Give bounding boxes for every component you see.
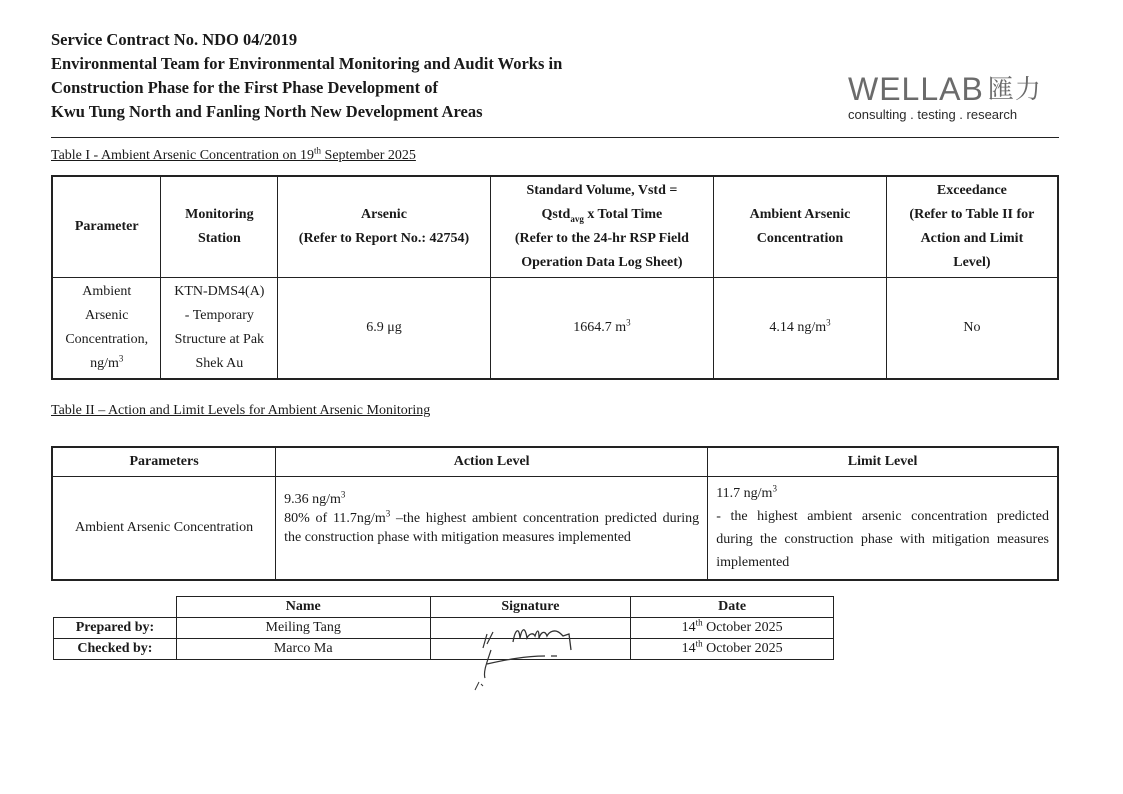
table-row (52, 278, 1058, 380)
contract-title-line: Kwu Tung North and Fanling North New Development Areas (51, 102, 483, 121)
caption-text: Table I - Ambient Arsenic Concentration on 19 (51, 148, 315, 163)
logo-wordmark (848, 72, 1048, 106)
logo-cjk-text: 匯力 (987, 74, 1042, 104)
header-name: Name (176, 597, 430, 618)
checked-by-name: Marco Ma (176, 639, 430, 660)
contract-title-line: Environmental Team for Environmental Monitoring and Audit Works in (51, 54, 563, 73)
header-action-level: Action Level (276, 447, 708, 477)
table-row (52, 477, 1058, 581)
cell-parameter: Ambient Arsenic Concentration, $ng/m^3$ (52, 278, 161, 380)
header-station: Monitoring Station (161, 176, 278, 278)
header-date: Date (631, 597, 834, 618)
cell-arsenic: 6.9 μg (278, 278, 490, 380)
arsenic-concentration-table (51, 175, 1059, 380)
header-limit-level: Limit Level (708, 447, 1058, 477)
header-standard-volume: Standard Volume, Vstd = Qstd$_{avg}$ x Total Time (Refer to the 24-hr RSP Field Operation Data Log Sheet) (490, 176, 713, 278)
checked-by-label: Checked by: (54, 639, 177, 660)
wellab-logo (848, 72, 1048, 122)
action-limit-table (51, 446, 1059, 581)
header-arsenic: Arsenic (Refer to Report No.: 42754) (278, 176, 490, 278)
header-divider (51, 137, 1059, 138)
signoff-table (53, 596, 834, 660)
table-header-row (52, 447, 1058, 477)
header-concentration: Ambient Arsenic Concentration (714, 176, 887, 278)
header-parameters: Parameters (52, 447, 276, 477)
cell-concentration: 4.14 $ng/m^3$ (714, 278, 887, 380)
handwritten-signature (465, 612, 595, 692)
logo-tagline: consulting . testing . research (848, 107, 1018, 122)
table-header-row (52, 176, 1058, 278)
caption-sup: th (314, 145, 322, 156)
header-exceedance: Exceedance (Refer to Table II for Action and Limit Level) (886, 176, 1058, 278)
cell-parameter: Ambient Arsenic Concentration (52, 477, 276, 581)
cell-action-level: 9.36 $ng/m^3$ 80% of $11.7ng/m^3$ –the highest ambient concentration predicted during the construction phase with mitigation measures implemented (276, 477, 708, 581)
cell-exceedance: No (886, 278, 1058, 380)
table-header-row (54, 597, 834, 618)
header-signature: Signature (430, 597, 631, 618)
table-row (54, 618, 834, 639)
cell-standard-volume: 1664.7 $m^3$ (490, 278, 713, 380)
table2-caption: Table II – Action and Limit Levels for Ambient Arsenic Monitoring (51, 403, 431, 418)
empty-cell (54, 597, 177, 618)
logo-wordmark-text: WELLAB (848, 71, 984, 107)
checked-by-date: 14th October 2025 (631, 639, 834, 660)
cell-limit-level: 11.7 $ng/m^3$ - the highest ambient arsenic concentration predicted during the construction phase with mitigation measures implemented (708, 477, 1058, 581)
document-header (51, 28, 651, 124)
prepared-by-name: Meiling Tang (176, 618, 430, 639)
table-row (54, 639, 834, 660)
caption-text: September 2025 (321, 148, 416, 163)
cell-station: KTN-DMS4(A) - Temporary Structure at Pak Shek Au (161, 278, 278, 380)
table1-caption (51, 145, 416, 164)
prepared-by-label: Prepared by: (54, 618, 177, 639)
prepared-by-date: 14th October 2025 (631, 618, 834, 639)
contract-title-line: Construction Phase for the First Phase Development of (51, 78, 438, 97)
contract-number: Service Contract No. NDO 04/2019 (51, 30, 298, 49)
header-parameter: Parameter (52, 176, 161, 278)
